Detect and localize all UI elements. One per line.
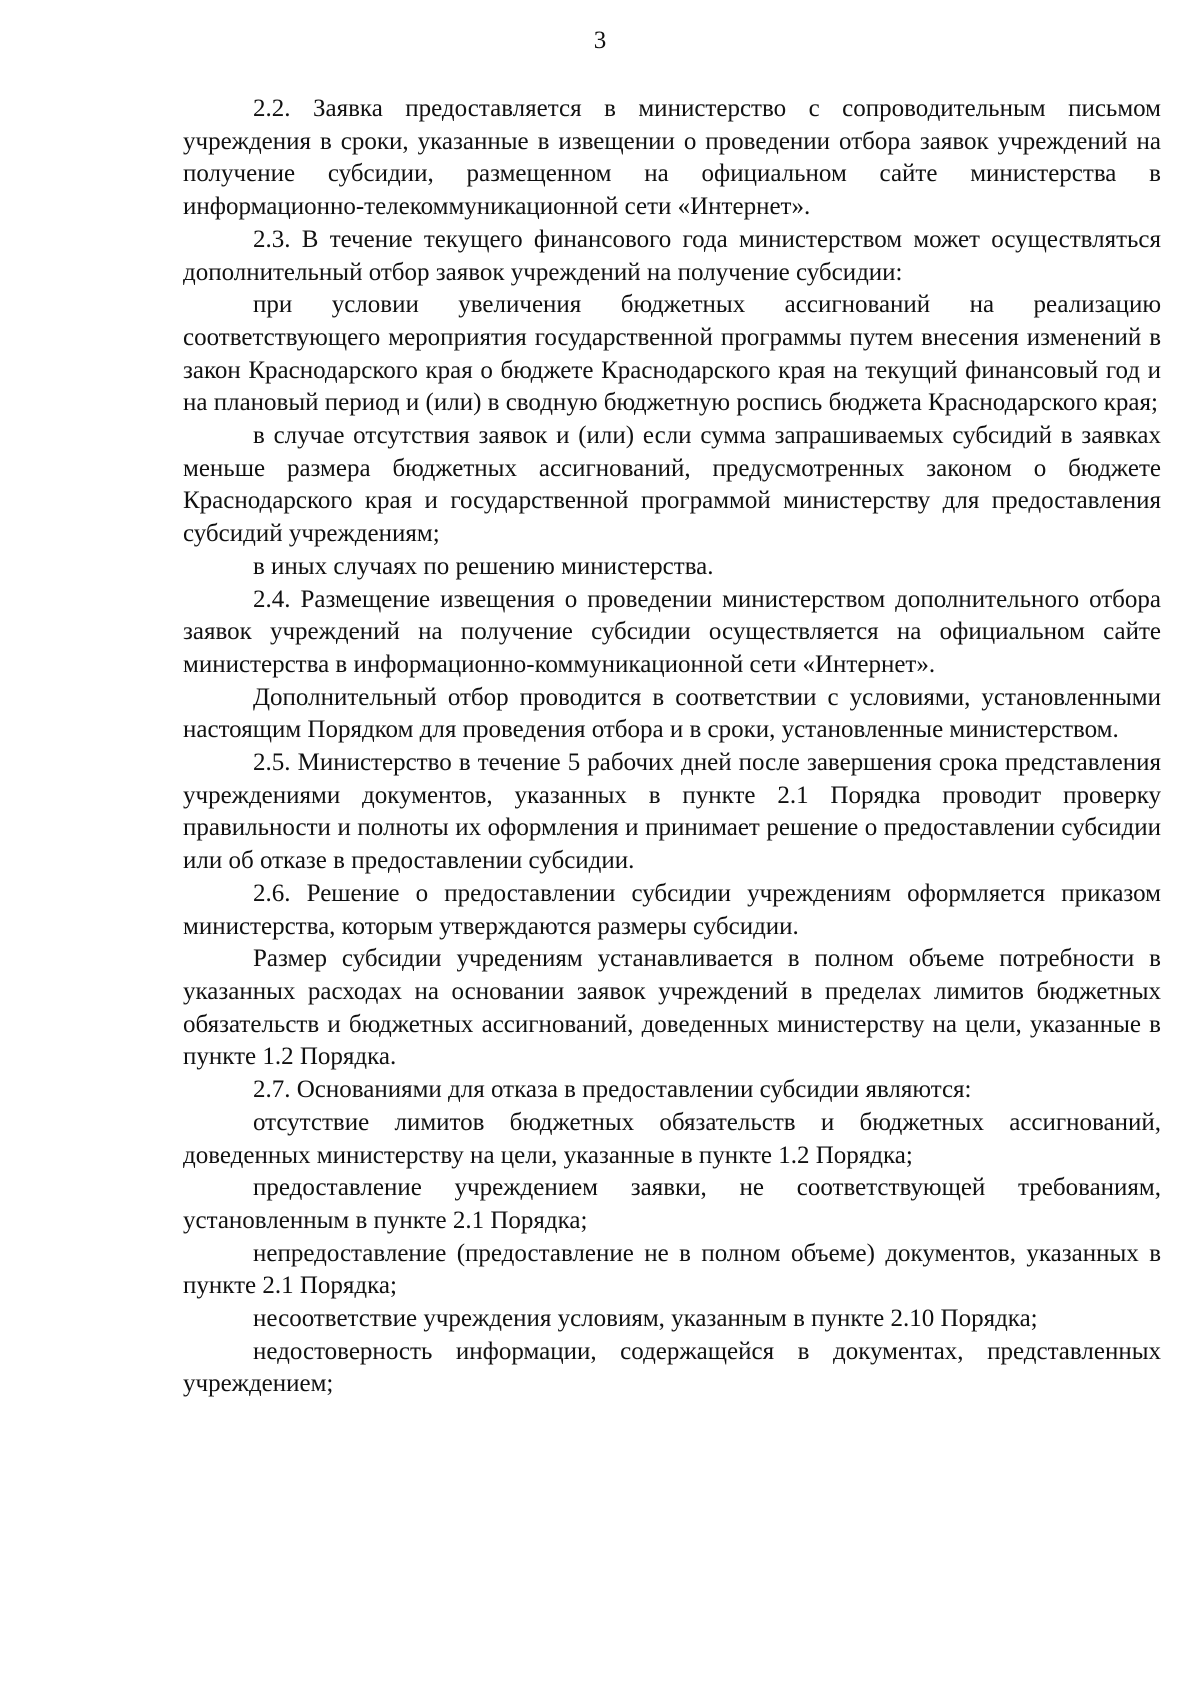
paragraph-2-3-condition-1: при условии увеличения бюджетных ассигнований на реализацию соответствующего мероприятия государственной программы путем внесения изменений в закон Краснодарского края о бюджете Краснодарского края на текущий финансовый год и на плановый период и (или) в сводную бюджетную роспись бюджета Краснодарского края;: [183, 291, 1161, 417]
paragraph-2-6-amount: Размер субсидии учредениям устанавливается в полном объеме потребности в указанных расходах на основании заявок учреждений в пределах лимитов бюджетных обязательств и бюджетных ассигнований, доведенных министерству на цели, указанные в пункте 1.2 Порядка.: [183, 945, 1161, 1071]
paragraph-2-7-reason-1: отсутствие лимитов бюджетных обязательств и бюджетных ассигнований, доведенных министерству на цели, указанные в пункте 1.2 Порядка;: [183, 1108, 1161, 1169]
page-number: 3: [593, 27, 607, 54]
paragraph-2-7-reason-2: предоставление учреждением заявки, не соответствующей требованиям, установленным в пункте 2.1 Порядка;: [183, 1174, 1161, 1234]
document-body: [183, 93, 1161, 1401]
paragraph-2-3: 2.3. В течение текущего финансового года министерством может осуществляться дополнительный отбор заявок учреждений на получение субсидии:: [183, 225, 1161, 286]
paragraph-2-6: 2.6. Решение о предоставлении субсидии учреждениям оформляется приказом министерства, которым утверждаются размеры субсидии.: [183, 879, 1161, 940]
paragraph-2-7-reason-5: недостоверность информации, содержащейся в документах, представленных учреждением;: [183, 1337, 1161, 1398]
paragraph-2-4: 2.4. Размещение извещения о проведении министерством дополнительного отбора заявок учреждений на получение субсидии осуществляется на официальном сайте министерства в информационно-коммуникационной сети «Интернет».: [183, 585, 1161, 678]
paragraph-2-7-reason-4: несоответствие учреждения условиям, указанным в пункте 2.10 Порядка;: [253, 1305, 1038, 1333]
paragraph-2-7-reason-3: непредоставление (предоставление не в полном объеме) документов, указанных в пункте 2.1 Порядка;: [183, 1239, 1161, 1300]
paragraph-2-5: 2.5. Министерство в течение 5 рабочих дней после завершения срока представления учреждениями документов, указанных в пункте 2.1 Порядка проводит проверку правильности и полноты их оформления и принимает решение о предоставлении субсидии или об отказе в предоставлении субсидии.: [183, 749, 1161, 875]
paragraph-2-3-condition-3: в иных случаях по решению министерства.: [253, 552, 714, 580]
paragraph-2-4-additional: Дополнительный отбор проводится в соответствии с условиями, установленными настоящим Порядком для проведения отбора и в сроки, установленные министерством.: [183, 683, 1161, 744]
paragraph-2-2: 2.2. Заявка предоставляется в министерство с сопроводительным письмом учреждения в сроки, указанные в извещении о проведении отбора заявок учреждений на получение субсидии, размещенном на официальном сайте министерства в информационно-телекоммуникационной сети «Интернет».: [183, 95, 1161, 221]
paragraph-2-7: 2.7. Основаниями для отказа в предоставлении субсидии являются:: [253, 1076, 972, 1104]
paragraph-2-3-condition-2: в случае отсутствия заявок и (или) если сумма запрашиваемых субсидий в заявках меньше размера бюджетных ассигнований, предусмотренных законом о бюджете Краснодарского края и государственной программой министерству для предоставления субсидий учреждениям;: [183, 422, 1161, 548]
